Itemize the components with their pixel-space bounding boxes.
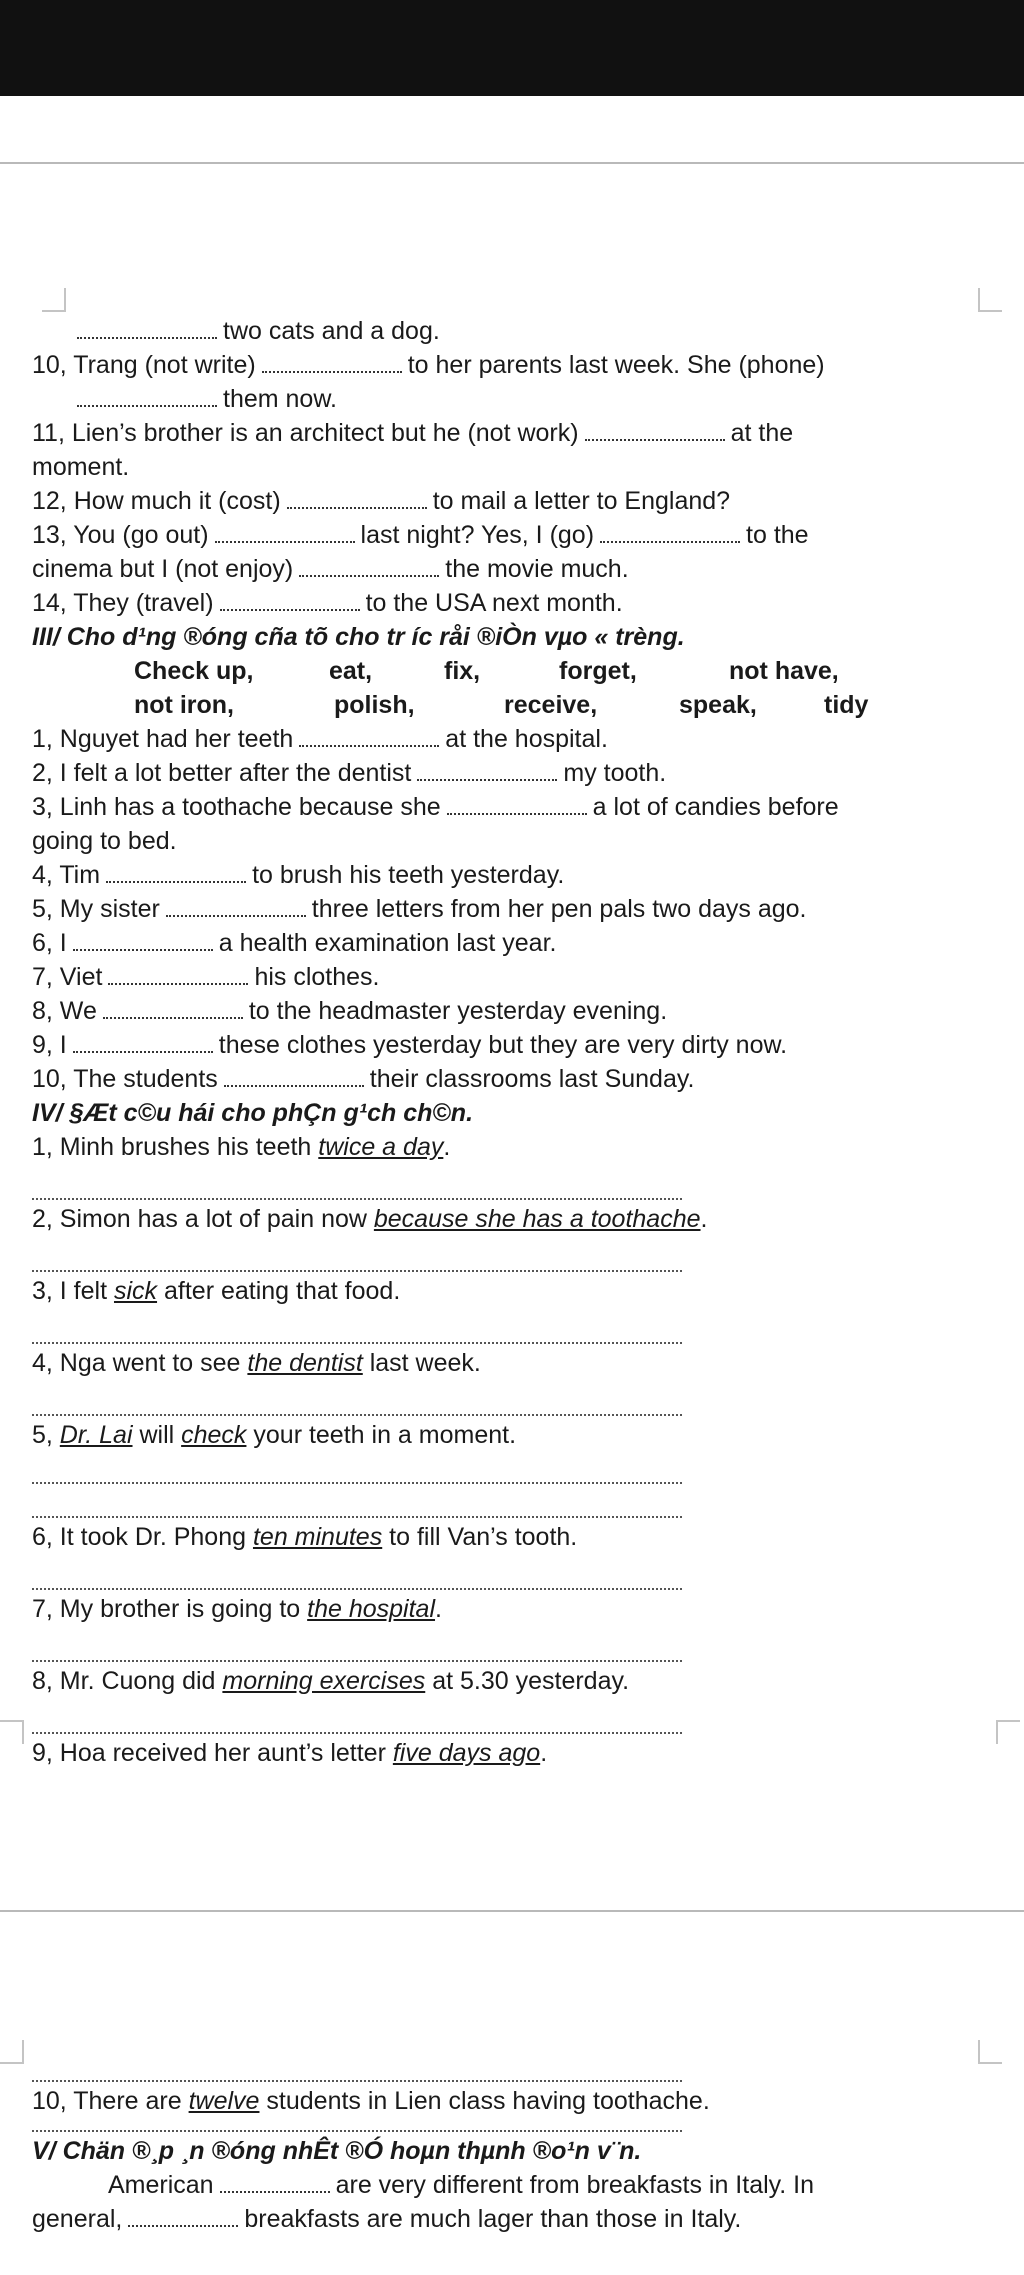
- answer-line[interactable]: [32, 1698, 682, 1734]
- underlined-phrase: the dentist: [247, 1349, 363, 1377]
- line-text: last night? Yes, I (go): [360, 521, 595, 549]
- top-status-bar: [0, 0, 1024, 96]
- question-line: [32, 1418, 978, 1452]
- line-text: .: [700, 1205, 708, 1233]
- question-line: [32, 1664, 978, 1698]
- line-text: your teeth in a moment.: [246, 1421, 517, 1449]
- answer-blank[interactable]: [77, 385, 217, 407]
- line-text: 1, Nguyet had her teeth: [32, 725, 294, 753]
- line-text: are very different from breakfasts in Italy. In: [335, 2171, 815, 2199]
- worksheet-page-1: [32, 314, 978, 1770]
- word-bank-item: forget,: [559, 657, 637, 685]
- section-heading: IV/ §Æt c©u hái cho phÇn g¹ch ch©n.: [32, 1099, 474, 1127]
- exercise-line: [32, 348, 978, 382]
- line-text: .: [540, 1739, 548, 1767]
- line-text: three letters from her pen pals two days ago.: [311, 895, 807, 923]
- line-text: 2, Simon has a lot of pain now: [32, 1205, 374, 1233]
- word-bank-item: fix,: [444, 657, 481, 685]
- exercise-line: [32, 756, 978, 790]
- answer-line[interactable]: [32, 2118, 682, 2132]
- word-bank-item: tidy: [824, 691, 869, 719]
- question-line: [32, 1202, 978, 1236]
- line-text: 9, Hoa received her aunt’s letter: [32, 1739, 393, 1767]
- line-text: 13, You (go out): [32, 521, 209, 549]
- underlined-phrase: the hospital: [307, 1595, 436, 1623]
- word-bank-item: eat,: [329, 657, 373, 685]
- line-text: 3, I felt: [32, 1277, 114, 1305]
- line-text: 14, They (travel): [32, 589, 214, 617]
- line-text: them now.: [223, 385, 337, 413]
- worksheet-page-2: [32, 2066, 978, 2236]
- exercise-line: [32, 1062, 978, 1096]
- answer-blank[interactable]: [73, 1031, 213, 1053]
- underlined-phrase: twelve: [188, 2087, 260, 2115]
- line-text: 5,: [32, 1421, 60, 1449]
- exercise-line: [32, 586, 978, 620]
- line-text: 6, It took Dr. Phong: [32, 1523, 253, 1551]
- line-text: 4, Tim: [32, 861, 101, 889]
- underlined-phrase: because she has a toothache: [373, 1205, 701, 1233]
- line-text: 7, My brother is going to: [32, 1595, 308, 1623]
- answer-line[interactable]: [32, 1236, 682, 1272]
- word-bank-item: not have,: [729, 657, 839, 685]
- line-text: to the USA next month.: [365, 589, 623, 617]
- answer-blank[interactable]: [77, 317, 217, 339]
- answer-line[interactable]: [32, 1626, 682, 1662]
- line-text: .: [443, 1133, 451, 1161]
- line-text: these clothes yesterday but they are very dirty now.: [218, 1031, 788, 1059]
- line-text: cinema but I (not enjoy): [32, 555, 294, 583]
- exercise-line: [32, 552, 978, 586]
- underlined-phrase: sick: [113, 1277, 158, 1305]
- word-bank-item: polish,: [334, 691, 415, 719]
- answer-blank[interactable]: [224, 1065, 364, 1087]
- page-divider: [0, 1910, 1024, 1912]
- exercise-line: [32, 1028, 978, 1062]
- answer-blank[interactable]: [128, 2205, 238, 2227]
- crop-mark: [0, 2040, 24, 2064]
- answer-blank[interactable]: [447, 793, 587, 815]
- answer-blank[interactable]: [220, 589, 360, 611]
- question-line: [32, 1130, 978, 1164]
- exercise-line: going to bed.: [32, 827, 177, 855]
- line-text: 2, I felt a lot better after the dentist: [32, 759, 412, 787]
- answer-line[interactable]: [32, 1380, 682, 1416]
- line-text: students in Lien class having toothache.: [259, 2087, 710, 2115]
- question-line: [32, 1736, 978, 1770]
- passage-line: [32, 2202, 978, 2236]
- answer-line[interactable]: [32, 1308, 682, 1344]
- answer-blank[interactable]: [299, 555, 439, 577]
- line-text: my tooth.: [563, 759, 667, 787]
- answer-line[interactable]: [32, 1486, 682, 1518]
- question-line: [32, 1346, 978, 1380]
- word-bank-item: receive,: [504, 691, 598, 719]
- line-text: 5, My sister: [32, 895, 160, 923]
- answer-line[interactable]: [32, 2066, 682, 2082]
- answer-blank[interactable]: [585, 419, 725, 441]
- line-text: 6, I: [32, 929, 67, 957]
- exercise-line: [32, 722, 978, 756]
- line-text: his clothes.: [254, 963, 380, 991]
- exercise-line: [32, 314, 978, 348]
- line-text: to the: [746, 521, 809, 549]
- line-text: two cats and a dog.: [223, 317, 440, 345]
- line-text: American: [108, 2171, 214, 2199]
- exercise-line: [32, 790, 978, 824]
- answer-blank[interactable]: [600, 521, 740, 543]
- exercise-line: [32, 484, 978, 518]
- passage-line: [32, 2168, 978, 2202]
- line-text: 7, Viet: [32, 963, 103, 991]
- answer-blank[interactable]: [262, 351, 402, 373]
- line-text: 1, Minh brushes his teeth: [32, 1133, 319, 1161]
- answer-blank[interactable]: [106, 861, 246, 883]
- line-text: last week.: [362, 1349, 481, 1377]
- line-text: a lot of candies before: [592, 793, 839, 821]
- page-divider: [0, 162, 1024, 164]
- line-text: at the: [730, 419, 794, 447]
- line-text: 10, Trang (not write): [32, 351, 256, 379]
- exercise-line: [32, 994, 978, 1028]
- exercise-line: [32, 892, 978, 926]
- line-text: 11, Lien’s brother is an architect but he (not work): [32, 419, 579, 447]
- answer-blank[interactable]: [73, 929, 213, 951]
- answer-line[interactable]: [32, 1554, 682, 1590]
- word-bank: [32, 688, 978, 722]
- line-text: 3, Linh has a toothache because she: [32, 793, 441, 821]
- exercise-line: [32, 858, 978, 892]
- answer-blank[interactable]: [215, 521, 355, 543]
- line-text: their classrooms last Sunday.: [369, 1065, 695, 1093]
- answer-blank[interactable]: [220, 2171, 330, 2193]
- answer-blank[interactable]: [108, 963, 248, 985]
- line-text: 12, How much it (cost): [32, 487, 281, 515]
- question-line: [32, 1520, 978, 1554]
- question-line: [32, 1274, 978, 1308]
- answer-line[interactable]: [32, 1452, 682, 1484]
- word-bank-item: not iron,: [134, 691, 234, 719]
- exercise-line: [32, 518, 978, 552]
- underlined-phrase: five days ago: [392, 1739, 541, 1767]
- line-text: general,: [32, 2205, 123, 2233]
- line-text: to mail a letter to England?: [432, 487, 731, 515]
- crop-mark: [996, 1720, 1020, 1744]
- line-text: 4, Nga went to see: [32, 1349, 248, 1377]
- exercise-line: [32, 960, 978, 994]
- word-bank-item: speak,: [679, 691, 757, 719]
- exercise-line: moment.: [32, 453, 130, 481]
- line-text: 8, We: [32, 997, 97, 1025]
- line-text: 9, I: [32, 1031, 67, 1059]
- underlined-phrase: twice a day: [318, 1133, 444, 1161]
- exercise-line: [32, 416, 978, 450]
- underlined-phrase: ten minutes: [252, 1523, 383, 1551]
- answer-blank[interactable]: [166, 895, 306, 917]
- line-text: 10, There are: [32, 2087, 189, 2115]
- line-text: .: [435, 1595, 442, 1623]
- line-text: breakfasts are much lager than those in Italy.: [244, 2205, 742, 2233]
- answer-line[interactable]: [32, 1164, 682, 1200]
- crop-mark: [0, 1720, 24, 1744]
- exercise-line: [32, 926, 978, 960]
- answer-blank[interactable]: [287, 487, 427, 509]
- crop-mark: [978, 288, 1002, 312]
- line-text: to brush his teeth yesterday.: [252, 861, 565, 889]
- exercise-line: [32, 382, 978, 416]
- line-text: a health examination last year.: [218, 929, 557, 957]
- line-text: 10, The students: [32, 1065, 218, 1093]
- line-text: 8, Mr. Cuong did: [32, 1667, 223, 1695]
- underlined-phrase: check: [181, 1421, 247, 1449]
- line-text: after eating that food.: [157, 1277, 401, 1305]
- word-bank-item: Check up,: [134, 657, 254, 685]
- section-heading: III/ Cho d¹ng ®óng cña tõ cho tr íc råi ®iÒn vµo « trèng.: [32, 623, 685, 651]
- line-text: the movie much.: [445, 555, 629, 583]
- section-heading: V/ Chän ®¸p ¸n ®óng nhÊt ®Ó hoµn thµnh ®o¹n v¨n.: [32, 2137, 642, 2165]
- line-text: at 5.30 yesterday.: [425, 1667, 630, 1695]
- word-bank: [32, 654, 978, 688]
- crop-mark: [42, 288, 66, 312]
- line-text: to her parents last week. She (phone): [407, 351, 825, 379]
- crop-mark: [978, 2040, 1002, 2064]
- line-text: at the hospital.: [445, 725, 608, 753]
- underlined-phrase: Dr. Lai: [59, 1421, 133, 1449]
- answer-blank[interactable]: [299, 725, 439, 747]
- underlined-phrase: morning exercises: [222, 1667, 426, 1695]
- question-line: [32, 1592, 978, 1626]
- line-text: will: [132, 1421, 182, 1449]
- line-text: to the headmaster yesterday evening.: [248, 997, 668, 1025]
- answer-blank[interactable]: [103, 997, 243, 1019]
- question-line: [32, 2084, 978, 2118]
- line-text: to fill Van’s tooth.: [382, 1523, 578, 1551]
- answer-blank[interactable]: [417, 759, 557, 781]
